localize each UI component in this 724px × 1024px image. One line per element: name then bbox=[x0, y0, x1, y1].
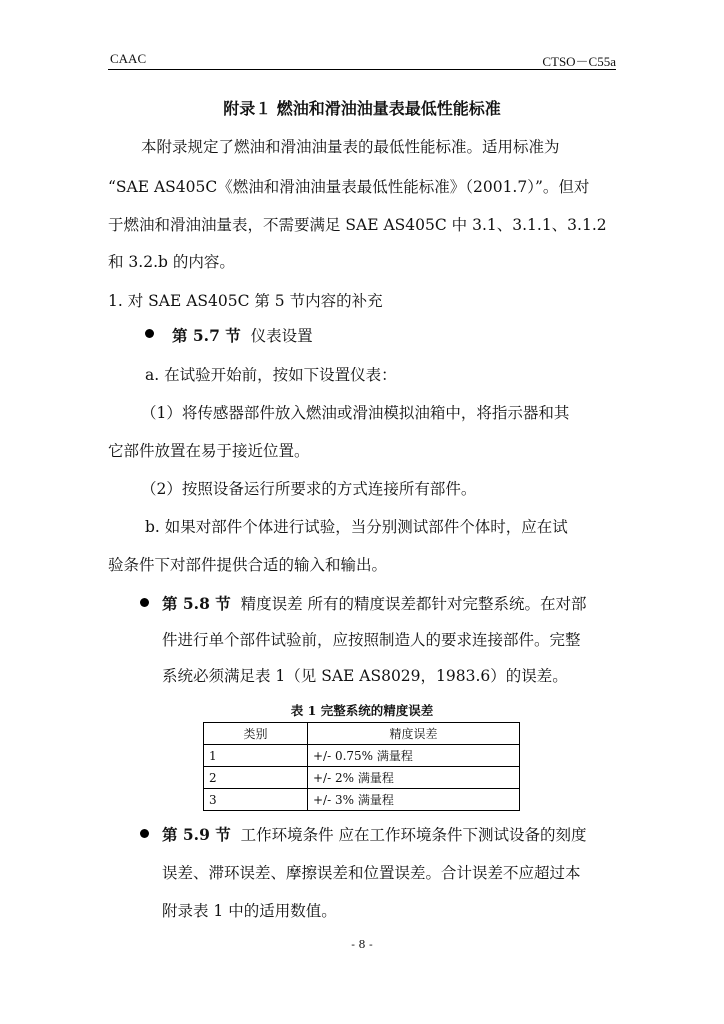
table-cell: +/- 2% 满量程 bbox=[308, 767, 520, 789]
s57-text: 仪表设置 bbox=[250, 327, 313, 345]
header-rule bbox=[108, 69, 616, 70]
s57a1-line-2: 它部件放置在易于接近位置。 bbox=[108, 442, 310, 460]
intro-line-4: 和 3.2.b 的内容。 bbox=[108, 253, 235, 271]
accuracy-table bbox=[203, 722, 520, 811]
section-1-heading: 1. 对 SAE AS405C 第 5 节内容的补充 bbox=[108, 292, 383, 310]
table-header-accuracy: 精度误差 bbox=[308, 723, 520, 745]
s59-line-2: 误差、滞环误差、摩擦误差和位置误差。合计误差不应超过本 bbox=[162, 864, 581, 882]
header-right: CTSO－C55a bbox=[542, 54, 616, 69]
bullet-icon bbox=[140, 598, 149, 607]
bullet-icon bbox=[145, 329, 154, 338]
s59-heading: 第 5.9 节 bbox=[162, 825, 231, 844]
s59-line-3: 附录表 1 中的适用数值。 bbox=[162, 902, 337, 920]
s57a2-line: （2）按照设备运行所要求的方式连接所有部件。 bbox=[141, 480, 477, 498]
intro-line-3: 于燃油和滑油油量表，不需要满足 SAE AS405C 中 3.1、3.1.1、3.1.2 bbox=[108, 216, 607, 234]
table-cell: 1 bbox=[204, 745, 308, 767]
bullet-icon bbox=[140, 829, 149, 838]
header-left: CAAC bbox=[110, 51, 147, 66]
table-cell: 2 bbox=[204, 767, 308, 789]
s59-line-1 bbox=[162, 823, 587, 845]
table-row bbox=[204, 745, 520, 767]
s59-text-1: 工作环境条件 应在工作环境条件下测试设备的刻度 bbox=[240, 826, 587, 844]
table-cell: 3 bbox=[204, 789, 308, 811]
intro-line-1: 本附录规定了燃油和滑油油量表的最低性能标准。适用标准为 bbox=[141, 138, 560, 156]
s58-line-1 bbox=[162, 592, 587, 614]
table-cell: +/- 0.75% 满量程 bbox=[308, 745, 520, 767]
s57-heading: 第 5.7 节 bbox=[172, 326, 241, 345]
page-number: - 8 - bbox=[351, 938, 373, 951]
table-row bbox=[204, 789, 520, 811]
s57b-line-2: 验条件下对部件提供合适的输入和输出。 bbox=[108, 556, 388, 574]
s57a-line: a. 在试验开始前，按如下设置仪表： bbox=[145, 366, 397, 384]
table-row bbox=[204, 767, 520, 789]
s57b-line-1: b. 如果对部件个体进行试验，当分别测试部件个体时，应在试 bbox=[145, 518, 568, 536]
s58-line-3: 系统必须满足表 1（见 SAE AS8029，1983.6）的误差。 bbox=[162, 667, 568, 685]
s58-text-1: 精度误差 所有的精度误差都针对完整系统。在对部 bbox=[240, 595, 587, 613]
intro-line-2: “SAE AS405C《燃油和滑油油量表最低性能标准》（2001.7）”。但对 bbox=[108, 178, 590, 196]
table-header-category: 类别 bbox=[204, 723, 308, 745]
s57-line bbox=[172, 324, 313, 346]
s58-line-2: 件进行单个部件试验前，应按照制造人的要求连接部件。完整 bbox=[162, 631, 581, 649]
s57a1-line-1: （1）将传感器部件放入燃油或滑油模拟油箱中，将指示器和其 bbox=[141, 404, 570, 422]
s58-heading: 第 5.8 节 bbox=[162, 594, 231, 613]
appendix-title: 附录１ 燃油和滑油油量表最低性能标准 bbox=[223, 99, 501, 118]
table-cell: +/- 3% 满量程 bbox=[308, 789, 520, 811]
table-caption: 表 1 完整系统的精度误差 bbox=[290, 703, 434, 718]
table-header-row bbox=[204, 723, 520, 745]
